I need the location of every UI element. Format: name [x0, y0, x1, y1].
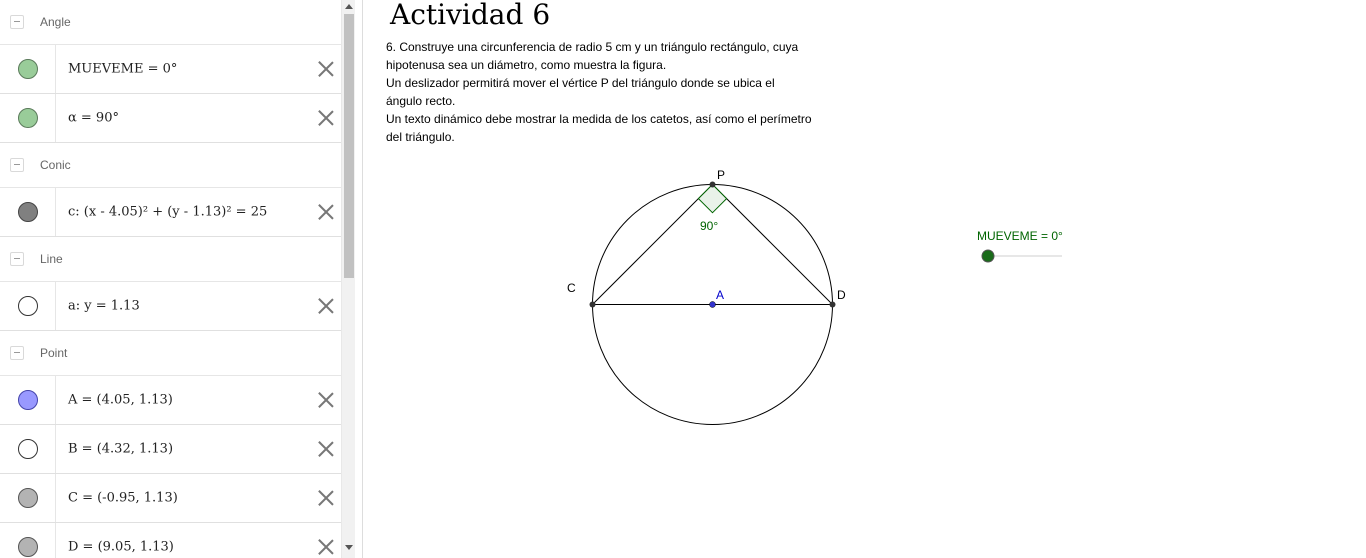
point-D[interactable]: [830, 302, 836, 308]
instruction-line: 6. Construye una circunferencia de radio 5 cm y un triángulo rectángulo, cuya: [386, 40, 799, 54]
algebra-item-C[interactable]: [0, 474, 341, 523]
label-A: A: [716, 288, 725, 302]
group-label: Angle: [40, 15, 71, 29]
algebra-expression[interactable]: α = 90°: [68, 110, 119, 126]
instructions-text: [386, 38, 826, 146]
segment-PD[interactable]: [713, 185, 833, 305]
point-A[interactable]: [710, 302, 716, 308]
group-header-conic[interactable]: [0, 143, 341, 188]
group-label: Conic: [40, 158, 71, 172]
marble-cell: [0, 282, 56, 330]
delete-icon[interactable]: [317, 297, 335, 315]
visibility-toggle-icon[interactable]: [18, 296, 38, 316]
algebra-expression[interactable]: a: y = 1.13: [68, 298, 140, 314]
visibility-toggle-icon[interactable]: [18, 537, 38, 557]
delete-icon[interactable]: [317, 109, 335, 127]
group-label: Point: [40, 346, 68, 360]
algebra-item-D[interactable]: [0, 523, 341, 558]
view-divider[interactable]: [356, 0, 363, 558]
instruction-line: ángulo recto.: [386, 94, 456, 108]
marble-cell: [0, 45, 56, 93]
collapse-icon[interactable]: [10, 158, 24, 172]
visibility-toggle-icon[interactable]: [18, 108, 38, 128]
algebra-view: [0, 0, 341, 558]
delete-icon[interactable]: [317, 203, 335, 221]
group-conic: [0, 143, 341, 237]
algebra-item-A[interactable]: [0, 376, 341, 425]
scroll-down-arrow-icon[interactable]: [345, 545, 353, 550]
group-point: [0, 331, 341, 558]
label-P: P: [717, 168, 726, 182]
marble-cell: [0, 523, 56, 558]
delete-icon[interactable]: [317, 60, 335, 78]
visibility-toggle-icon[interactable]: [18, 59, 38, 79]
algebra-item-B[interactable]: [0, 425, 341, 474]
segment-CP[interactable]: [593, 185, 713, 305]
page-title: Actividad 6: [390, 0, 551, 31]
algebra-expression[interactable]: C = (-0.95, 1.13): [68, 490, 178, 506]
marble-cell: [0, 94, 56, 142]
group-line: [0, 237, 341, 331]
algebra-item-alpha[interactable]: [0, 94, 341, 143]
marble-cell: [0, 474, 56, 522]
scroll-thumb[interactable]: [344, 14, 354, 278]
graphics-view[interactable]: [363, 0, 1366, 558]
collapse-icon[interactable]: [10, 252, 24, 266]
algebra-expression[interactable]: MUEVEME = 0°: [68, 61, 178, 77]
angle-label: 90°: [700, 219, 719, 233]
right-angle-marker[interactable]: [698, 185, 726, 213]
algebra-expression[interactable]: B = (4.32, 1.13): [68, 441, 174, 457]
delete-icon[interactable]: [317, 489, 335, 507]
visibility-toggle-icon[interactable]: [18, 488, 38, 508]
instruction-line: Un texto dinámico debe mostrar la medida de los catetos, así como el perímetro: [386, 112, 812, 126]
delete-icon[interactable]: [317, 538, 335, 556]
group-header-point[interactable]: [0, 331, 341, 376]
delete-icon[interactable]: [317, 391, 335, 409]
collapse-icon[interactable]: [10, 15, 24, 29]
group-angle: [0, 0, 341, 143]
instruction-line: hipotenusa sea un diámetro, como muestra la figura.: [386, 58, 667, 72]
point-C[interactable]: [590, 302, 596, 308]
group-header-angle[interactable]: [0, 0, 341, 45]
scroll-up-arrow-icon[interactable]: [345, 4, 353, 9]
point-P[interactable]: [710, 182, 716, 188]
collapse-icon[interactable]: [10, 346, 24, 360]
label-C: C: [567, 281, 576, 295]
algebra-expression[interactable]: A = (4.05, 1.13): [68, 392, 173, 408]
visibility-toggle-icon[interactable]: [18, 439, 38, 459]
group-label: Line: [40, 252, 63, 266]
marble-cell: [0, 376, 56, 424]
slider-label: MUEVEME = 0°: [977, 229, 1063, 243]
instruction-line: Un deslizador permitirá mover el vértice P del triángulo donde se ubica el: [386, 76, 775, 90]
algebra-expression[interactable]: D = (9.05, 1.13): [68, 539, 174, 555]
algebra-scrollbar[interactable]: [341, 0, 355, 558]
algebra-item-mueveme[interactable]: [0, 45, 341, 94]
group-header-line[interactable]: [0, 237, 341, 282]
marble-cell: [0, 188, 56, 236]
visibility-toggle-icon[interactable]: [18, 202, 38, 222]
marble-cell: [0, 425, 56, 473]
algebra-expression[interactable]: c: (x - 4.05)² + (y - 1.13)² = 25: [68, 204, 268, 220]
label-D: D: [837, 288, 846, 302]
algebra-item-c[interactable]: [0, 188, 341, 237]
visibility-toggle-icon[interactable]: [18, 390, 38, 410]
delete-icon[interactable]: [317, 440, 335, 458]
slider-handle[interactable]: [982, 250, 994, 262]
algebra-item-a[interactable]: [0, 282, 341, 331]
instruction-line: del triángulo.: [386, 130, 455, 144]
